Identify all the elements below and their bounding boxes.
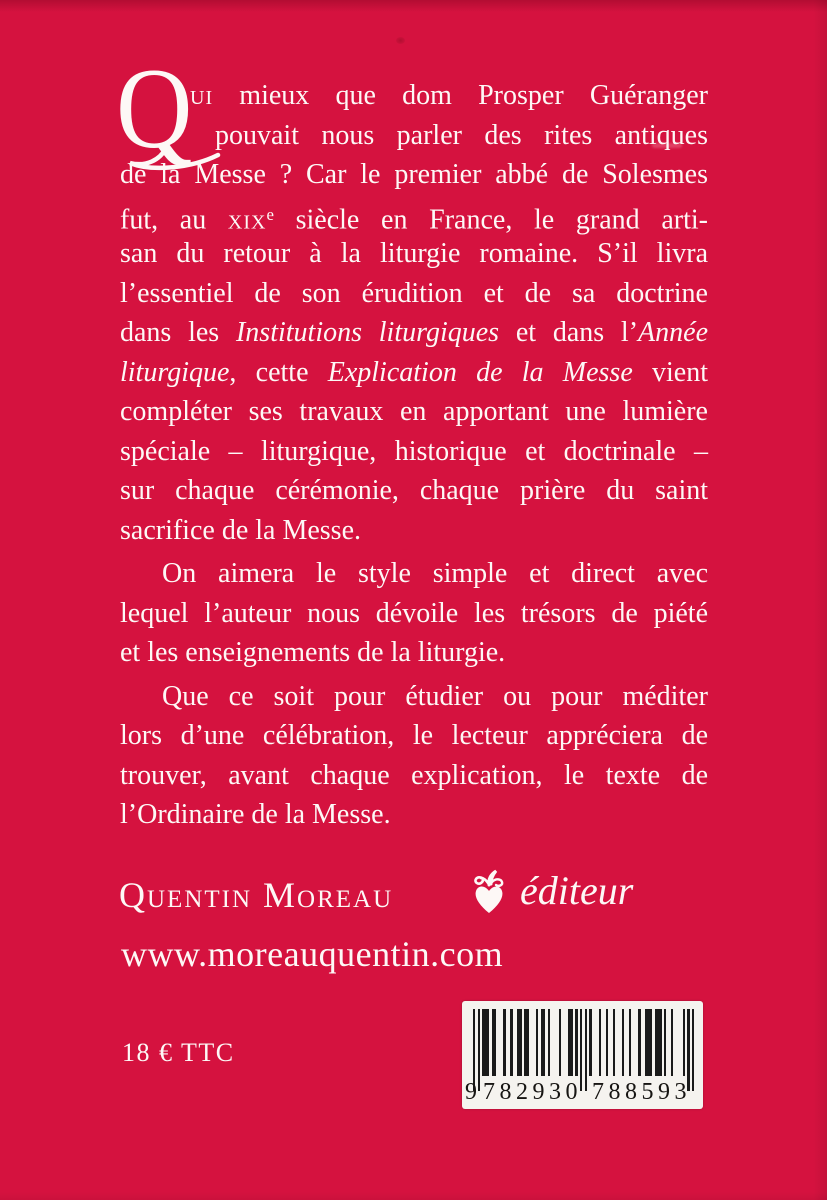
blurb-line: fut, au xix$^e$ siècle en France, le grand arti-	[120, 203, 708, 235]
blurb-line: Que ce soit pour étudier ou pour méditer	[162, 680, 708, 712]
blurb-paragraph	[120, 677, 708, 835]
barcode-digits-group2: 788593	[592, 1079, 691, 1105]
blurb-line: On aimera le style simple et direct avec	[162, 558, 708, 589]
blurb-line: ui mieux que dom Prosper Guéranger	[190, 80, 708, 111]
blurb-line: sacrifice de la Messe.	[120, 514, 361, 546]
price-label: 18 € TTC	[122, 1038, 235, 1067]
blurb-line: liturgique, cette Explication de la Messe vient	[120, 356, 708, 388]
blurb-line: lors d’une célébration, le lecteur appréciera de	[120, 720, 708, 751]
blurb-text	[120, 76, 708, 835]
publisher-descriptor: éditeur	[520, 868, 634, 913]
blurb-line: pouvait nous parler des rites antiques	[215, 119, 708, 151]
blurb-line: de la Messe ? Car le premier abbé de Solesmes	[120, 159, 708, 190]
drop-cap: Q	[116, 45, 193, 172]
blurb-line: compléter ses travaux en apportant une lumière	[120, 396, 708, 427]
scan-artifact-dot	[396, 37, 405, 44]
blurb-line: dans les Institutions liturgiques et dans l’Année	[120, 317, 709, 348]
blurb-paragraph	[120, 76, 708, 550]
blurb-line: lequel l’auteur nous dévoile les trésors de piété	[120, 597, 708, 629]
blurb-line: spéciale – liturgique, historique et doctrinale –	[120, 435, 708, 467]
scan-shade-bottom	[0, 1192, 827, 1200]
barcode-digits	[462, 1079, 703, 1107]
scan-shade-top	[0, 0, 827, 12]
barcode-digits-group1: 782930	[483, 1079, 582, 1105]
blurb-line: sur chaque cérémonie, chaque prière du saint	[120, 475, 708, 506]
publisher-website: www.moreauquentin.com	[121, 934, 504, 974]
publisher-logo-icon	[472, 869, 506, 915]
barcode	[462, 1001, 703, 1109]
blurb-line: san du retour à la liturgie romaine. S’il livra	[120, 238, 708, 269]
blurb-line: et les enseignements de la liturgie.	[120, 637, 506, 668]
publisher-name: Quentin Moreau	[119, 875, 394, 915]
scan-shade-right	[813, 0, 827, 1200]
blurb-line: trouver, avant chaque explication, le texte de	[120, 759, 708, 791]
blurb-line: l’essentiel de son érudition et de sa doctrine	[120, 277, 708, 309]
blurb-line: l’Ordinaire de la Messe.	[120, 799, 391, 830]
barcode-digit-first: 9	[465, 1079, 477, 1105]
blurb-paragraph	[120, 554, 708, 673]
